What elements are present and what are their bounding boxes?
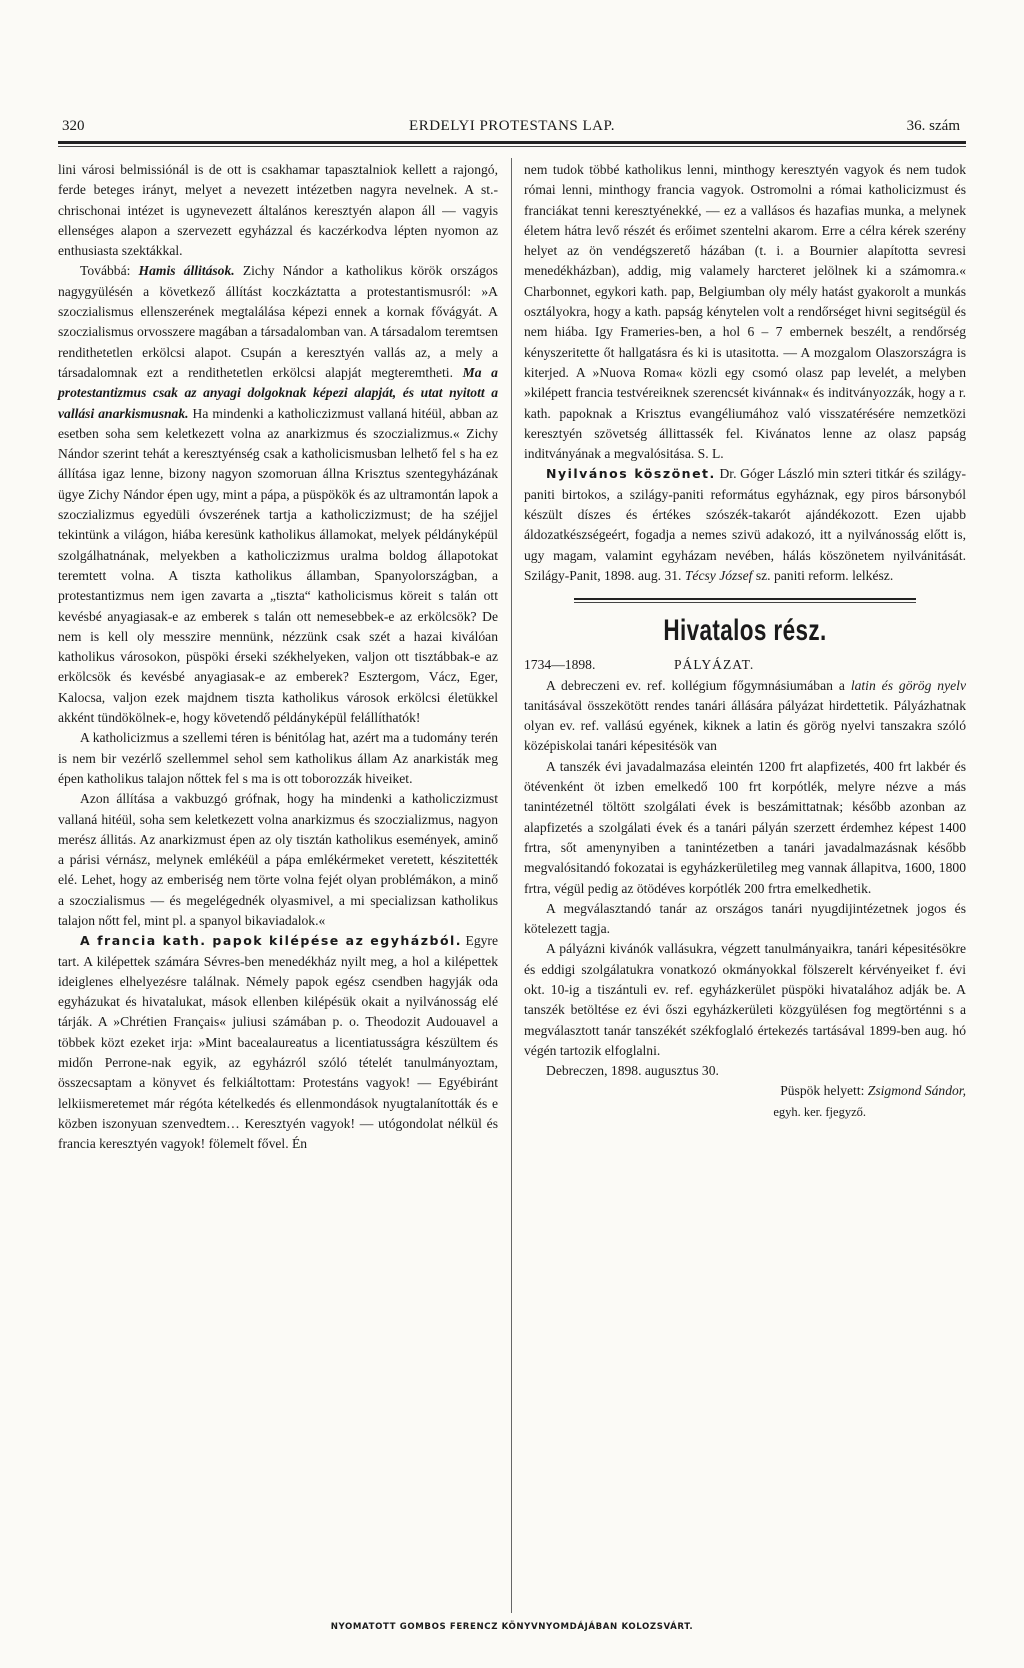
text-run: Egyre tart. A kilépettek számára Sévres-ben menedékház nyilt meg, a hol a kilépettek ideiglenes elhelyezésre találnak. Némely papok egész csendben hagyják oda egyházukat és hivatalukat, mások ellenben kilépésük okait a nyilvánosság elé tárják. A »Chrétien Français« juliusi számában p. o. Theodozit Audouavel a többek közt ezeket irja: »Mint bacealaureatus a licentiatusságra készültem és midőn Perrone-nak egyik, az egyházról szóló tételét tanulmányoztam, összecsaptam a könyvet és felkiáltottam: Protestáns vagyok! — Egyébiránt lelkiismeretemet már régóta kételkedés és ellenmondások nyugtalanították és e közben iszonyuan szenvedtem… Keresztyén vagyok! — utógondolat nélkül és francia keresztyén vagyok! fölemelt fővel. Én (58, 933, 498, 1152)
signature-title: egyh. ker. fjegyző. (773, 1104, 866, 1119)
text-run: Püspök helyett: (780, 1083, 868, 1099)
paragraph (524, 464, 966, 586)
paragraph: Azon állítása a vakbuzgó grófnak, hogy ha mindenki a katholiczizmust vallaná hitéül, soha sem keletkezett volna anarkizmus és szoczializmus, nagyon merész állitás. Az anarkizmust épen az oly tisztán katholikus események, aminő a párisi vérnász, melynek emlékéül a pápa emlékérmeket veretett, készitették elé. Lehet, hogy az emberiség nem törte volna fejét olyan problémákon, a minő a szoczialismus — és megelégednék olyasmivel, a mi specializsan katholikus talajon nőtt fel, mint pl. a spanyol bikaviadalok.« (58, 791, 498, 928)
paragraph (58, 931, 498, 1154)
paragraph: A megválasztandó tanár az országos tanári nyugdijintézetnek jogos és kötelezett tagja. (524, 900, 966, 937)
announcement-title: PÁLYÁZAT. (674, 657, 755, 673)
signature (524, 1081, 966, 1101)
text-run: sz. paniti reform. lelkész. (752, 567, 894, 583)
paragraph: A katholicizmus a szellemi téren is bénitólag hat, azért ma a tudomány terén is nem bir vezérlő szellemmel sehol sem katholikus állam Az anarkisták meg épen katholikus talajon nőttek fel s ma is ott toborozzák hiveiket. (58, 730, 498, 786)
paragraph: A pályázni kivánók vallásukra, végzett tanulmányaikra, tanári képesitésökre és eddigi szolgálatukra vonatkozó okmányokkal fölszerelt kérvényeiket f. évi okt. 10-ig a tiszántuli ev. ref. egyházkerület püspöki hivatalához adják be. A tanszék betöltése ez évi őszi egyházkerületi közgyülésen fog megtörténni s a megválasztott tanár tanszékét székfoglaló értekezés tartásával 1899-ben aug. hó végén tartozik elfoglalni. (524, 941, 966, 1058)
subheading: A francia kath. papok kilépése az egyházból. (80, 933, 463, 949)
header-rule-thin (58, 146, 966, 147)
section-rule-thin (574, 602, 916, 603)
journal-title: ERDELYI PROTESTANS LAP. (409, 118, 615, 134)
signature-name: Zsigmond Sándor, (867, 1083, 966, 1099)
section-rule (574, 598, 916, 600)
issue-number: 36. szám (906, 118, 960, 134)
subheading: Hamis állitások. (138, 263, 235, 279)
printer-imprint: NYOMATOTT GOMBOS FERENCZ KÖNYVNYOMDÁJÁBAN KOLOZSVÁRT. (330, 1622, 694, 1632)
right-column (524, 160, 966, 1122)
header-rule (58, 141, 966, 144)
text-run: A debreczeni ev. ref. kollégium főgymnásiumában a (546, 677, 851, 693)
page-header (58, 118, 966, 142)
signature-name: Técsy József (684, 567, 753, 583)
paragraph: nem tudok többé katholikus lenni, minthogy keresztyén vagyok és nem tudok római lenni, minthogy francia vagyok. Ostromolni a római katholicizmust és franciákat tenni keresztyénekké, — ez a vallásos és hazafias munka, a melynek életem hátra levő részét és erőimet szentelni akarom. Erre a célra kérek szerény helyet az ön vendégszerető házában (t. i. a Bournier alapította sevresi menedékházban), addig, mig valamely harcteret jelölnek ki a számomra.« Charbonnet, egykori kath. pap, Belgiumban oly mély hatást gyakorolt a munkás osztályokra, hogy a kath. papság kénytelen volt a rendőrséget hivni segitségül és nem hiába. Igy Frameries-ben, a hol 6 – 7 embernek beszélt, a rendőrség kényszeritette őt hallgatásra és ki is utasitotta. — A mozgalom Olaszországra is kiterjed. A »Nuova Roma« közli egy csomó olasz pap levelét, a melyben »kilépett francia testvéreiknek szerencsét kivánnak« és inditványozzák, hogy a r. kath. papoknak a Krisztus evangéliumához való visszatérésére nemzetközi keresztyén szövetség állittassék fel. Kivánatos lenne az olasz papság inditványának a megvalósitása. S. L. (524, 162, 966, 462)
paragraph (524, 676, 966, 757)
page-number: 320 (62, 118, 85, 134)
years: 1734—1898. (524, 657, 596, 673)
text-run: Zichy Nándor a katholikus körök országos nagygyülésén a következő állítást koczkáztatta a protestantismusról: »A szoczialismus ellenszerének megtalálása képezi ennek a kornak fővágyát. A szoczialismus orvosszere magában a társadalomban van. A társadalom teremtsen rendithetetlen erkölcsi alapot. Csupán a keresztyén vallás az, a mely a társadalomnak ezt a rendithetetlen erkölcsi alapját megteremtheti. (58, 263, 498, 380)
text-run: tanitásával összekötött rendes tanári állására pályázat hirdettetik. Pályázhatnak olyan ev. ref. vallású egyének, kiknek a latin és görög nyelvi tanszakra szóló középiskolai tanári képesitésök van (524, 697, 966, 754)
announcement-header (524, 655, 966, 675)
text-run: Dr. Góger László min szteri titkár és szilágy-paniti birtokos, a szilágy-paniti református egyháznak, egy piros bársonyból készült díszes és értékes szószék-takarót ajándékozott. Ezen ujabb áldozatkészségeért, fogadja a nemes szivü adakozó, itt a nyilvánosság előtt is, ugy magam, valamint egyházam nevében, hálás köszönetem nyilvánitását. Szilágy-Panit, 1898. aug. 31. (524, 466, 967, 583)
left-column (58, 160, 498, 1155)
paragraph (58, 261, 498, 728)
dateline: Debreczen, 1898. augusztus 30. (546, 1063, 719, 1079)
emphasis: Ma a protestantizmus csak az anyagi dolgoknak képezi alapját, és utat nyitott a vallási anarkismusnak. (58, 364, 498, 421)
text-run: Továbbá: (80, 263, 139, 279)
paragraph: lini városi belmissiónál is de ott is csakhamar tapasztalniok kellett a rajongó, ferde beteges irányt, melyet a nevezett intézetben nagyra nevelnek. A st.-chrischonai intézet is ugynevezett általános keresztyén alapon áll — vagyis ellenséges alapon a szervezett egyházzal és kaczérkodva lépten nyomon az enthusiasta szektákkal. (58, 162, 498, 259)
subheading: Nyilvános köszönet. (546, 466, 716, 482)
section-title: Hivatalos rész. (663, 614, 827, 648)
column-divider (511, 158, 512, 1613)
emphasis: latin és görög nyelv (850, 677, 966, 693)
paragraph: A tanszék évi javadalmazása eleintén 1200 frt alapfizetés, 400 frt lakbér és ötévenként öt izben emelkedő 100 frt korpótlék, melyre nézve a más tanintézetnél töltött szolgálati évek is beszámittatnak; később azonban az alapfizetés a szolgálati évek és a tanári pályán szerzett érdemhez képest 1400 frtra, sőt amenynyiben a tanintézetben a tanári javadalmazásnak később megvalósitandó fokozatai is egyházkerületileg meg vannak állapitva, 1600, 1800 frtra, végül pedig az ötödéves korpótlék 200 frtra emelkedhetik. (524, 758, 966, 896)
text-run: Ha mindenki a katholiczizmust vallaná hitéül, abban az esetben soha sem keletkezett volna az anarkizmus és szoczializmus.« Zichy Nándor szerint tehát a keresztyénség csak a katholicismusban lelhető fel s ha ez állítása igaz lenne, bizony nagyon szomoruan állna Krisztus szentegyházának ügye Zichy Nándor épen ugy, mint a pápa, a püspökök és az ultramontán lapok a szoczializmus egyedüli óvszerének tartja a katholiczizmust; de ha széjjel tekintünk a világon, hiába keresünk katholikus államokat, melyek példányképül szolgálhatnának, melyekben a katholiczizmus uralma boldog állapotokat teremtett volna. A tiszta katholikus államban, Spanyolországban, a protestantizmus nem igen zavarta a „tiszta“ katholicismus köreit s talán ott kevésbé anyagiasak-e az emberek s talán ott nemesebbek-e az erkölcsök? De nem is kell oly messzire mennünk, nézzünk csak szét a hazai kiválóan katholikus városokon, püspöki érseki székhelyeken, valjon ott tisztábbak-e az erkölcsök és kevésbé anyagiasak-e az emberek? Esztergom, Vácz, Eger, Kalocsa, valjon ezek majdnem tiszta katholikus városok erkölcsi életükkel akként tündökölnek-e, hogy követendő példányképül felállíthatók! (58, 405, 498, 726)
